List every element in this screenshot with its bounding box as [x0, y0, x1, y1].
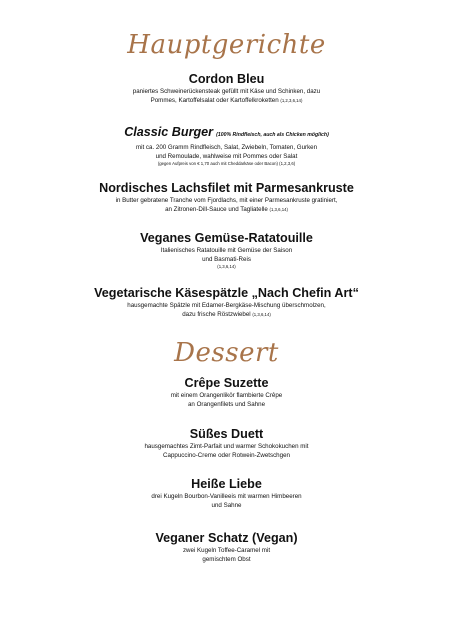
dish-description: hausgemachtes Zimt-Parfait und warmer Schokokuchen mit Cappuccino-Creme oder Rotwein-Zwetschgen [144, 443, 309, 459]
dish-name: Heiße Liebe [191, 477, 262, 491]
dish-description: Italienisches Ratatouille mit Gemüse der Saison und Basmati-Reis (1,3,6,14) [0, 247, 453, 270]
dish-name: Crêpe Suzette [184, 376, 269, 390]
dish-name: Classic Burger (100% Rindfleisch, auch als Chicken möglich) [124, 125, 329, 139]
dish-classic-burger [0, 125, 453, 167]
dish-description: hausgemachte Spätzle mit Edamer-Bergkäse-Mischung überschmolzen, dazu frische Röstzwiebel (1,3,6,14) [127, 302, 326, 318]
dish-name: Vegetarische Käsespätzle „Nach Chefin Art“ [94, 286, 359, 300]
dessert-heisse-liebe [0, 477, 453, 510]
dish-description: in Butter gebratene Tranche vom Fjordlachs, mit einer Parmesankruste gratiniert, an Zitronen-Dill-Sauce und Tagliatelle (1,3,6,14) [115, 197, 338, 213]
allergen-code: (1,3,6,14) [269, 206, 288, 212]
dish-name: Veganes Gemüse-Ratatouille [140, 231, 313, 245]
dish-name: Veganer Schatz (Vegan) [155, 531, 298, 545]
dish-description: zwei Kugeln Toffee-Caramel mit gemischtem Obst [182, 547, 271, 563]
allergen-code: (1,3,6,14) [217, 264, 236, 270]
allergen-code: (1,2,3,6,14) [280, 97, 303, 103]
dessert-crepe-suzette [0, 376, 453, 409]
dish-lachsfilet [0, 181, 453, 214]
dish-description: drei Kugeln Bourbon-Vanilleeis mit warmen Himbeeren und Sahne [151, 493, 302, 509]
dessert-suesses-duett [0, 427, 453, 460]
dish-description: paniertes Schweinerückensteak gefüllt mit Käse und Schinken, dazu Pommes, Kartoffelsalat oder Kartoffelkroketten (1,2,3,6,14) [132, 88, 321, 104]
allergen-code: (1,3,6,14) [252, 311, 271, 317]
dish-name: Cordon Bleu [188, 72, 265, 86]
dessert-veganer-schatz [0, 531, 453, 564]
dish-description: mit einem Orangenlikör flambierte Crêpe an Orangenfilets und Sahne [170, 392, 283, 408]
dish-cordon-bleu [0, 72, 453, 105]
dish-note: (100% Rindfleisch, auch als Chicken möglich) [216, 132, 329, 138]
dish-name: Süßes Duett [189, 427, 264, 441]
section-title-dessert: Dessert [174, 338, 279, 368]
section-title-hauptgerichte: Hauptgerichte [127, 30, 326, 60]
dish-description: mit ca. 200 Gramm Rindfleisch, Salat, Zwiebeln, Tomaten, Gurken und Remoulade, wahlweise mit Pommes oder Salat (gegen Aufpreis von € 1,70 auch mit Cheddarkäse oder Bacon) (1,2,3,6) [135, 144, 318, 167]
dish-name: Nordisches Lachsfilet mit Parmesankruste [99, 181, 354, 195]
dish-ratatouille [0, 231, 453, 270]
dish-kaesespaetzle [0, 286, 453, 319]
